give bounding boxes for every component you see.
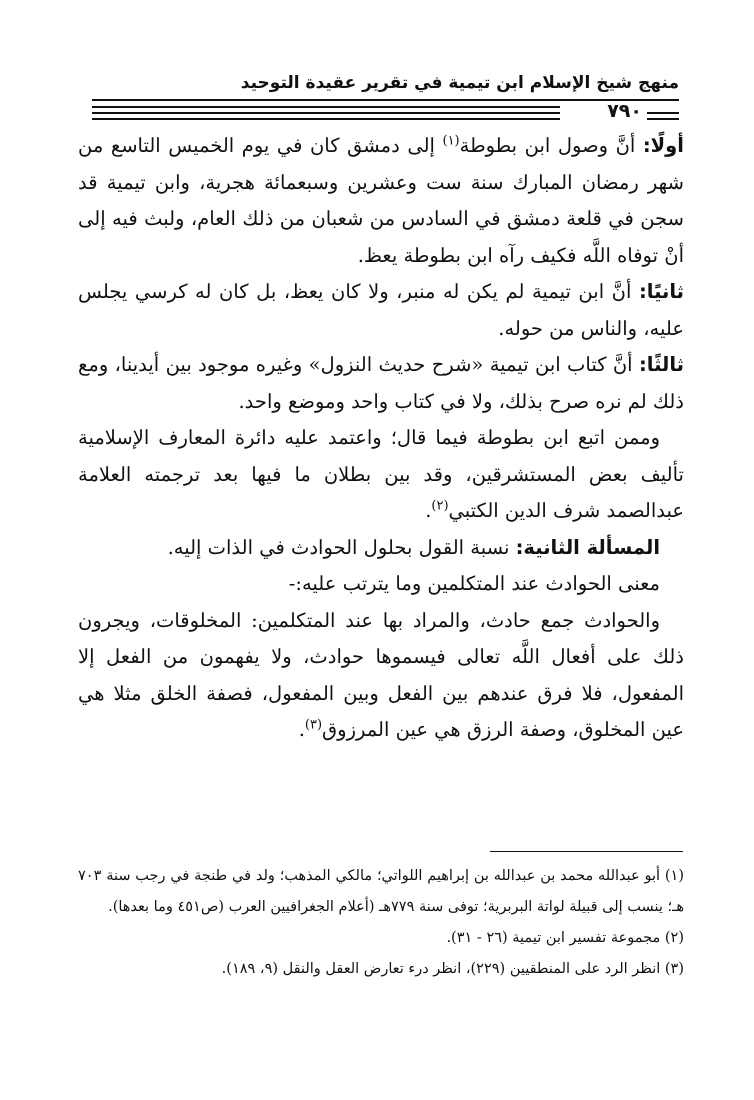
footnote: (٣) انظر الرد على المنطقيين (٢٢٩)، انظر درء تعارض العقل والنقل (٩، ١٨٩). [221,961,684,977]
paragraph-followers [78,420,684,530]
page-number-row [92,100,679,124]
paragraph-text: إلى دمشق كان في يوم الخميس التاسع من شهر رمضان المبارك سنة ست وعشرين وسبعمائة هجرية، وابن تيمية قد سجن في قلعة دمشق في السادس من شعبان من ذلك العام، ولبث فيه إلى أنْ توفاه اللَّه فكيف رآه ابن بطوطة يعظ. [78,134,684,267]
decorative-rule [92,106,560,108]
footnote: (٢) مجموعة تفسير ابن تيمية (٢٦ - ٣١). [446,930,684,946]
paragraph-text: أنَّ كتاب ابن تيمية «شرح حديث النزول» وغيره موجود بين أيدينا، ومع ذلك لم نره صرح بذلك، ولا في كتاب واحد وموضع واحد. [78,353,684,413]
paragraph-text: أنَّ وصول ابن بطوطة [459,134,643,157]
decorative-rule [92,112,560,114]
main-text [78,128,684,749]
paragraph-text: وممن اتبع ابن بطوطة فيما قال؛ واعتمد عليه دائرة المعارف الإسلامية تأليف بعض المستشرقين، وقد بين بطلان ما فيها بعد ترجمته العلامة عبدالصمد شرف الدين الكتبي [78,426,684,522]
subheading: معنى الحوادث عند المتكلمين وما يترتب عليه:- [288,572,660,595]
section-heading: المسألة الثانية: [515,535,660,559]
point-heading: أولًا: [642,134,684,157]
paragraph-text: والحوادث جمع حادث، والمراد بها عند المتكلمين: المخلوقات، ويجرون ذلك على أفعال اللَّه تعالى فيسموها حوادث، ولا يفهمون من الفعل إلا المفعول، فلا فرق عندهم بين الفعل وبين المفعول، فصفة الخلق مثلا هي عين المخلوق، وصفة الرزق هي عين المرزوق [78,608,684,741]
decorative-rule [647,112,679,114]
running-header: منهج شيخ الإسلام ابن تيمية في تقرير عقيدة التوحيد [240,73,679,93]
footnote-ref: (١) [442,133,460,149]
decorative-rule [92,118,560,120]
footnote-ref: (٣) [304,717,323,733]
point-heading: ثالثًا: [638,353,684,376]
footnotes [78,861,684,985]
paragraph-third-point [78,347,684,420]
point-heading: ثانيًا: [638,280,684,303]
paragraph-first-point [78,128,684,274]
footnote-separator [490,851,683,852]
paragraph-text: نسبة القول بحلول الحوادث في الذات إليه. [167,535,516,559]
footnote-ref: (٢) [431,498,449,514]
paragraph-second-point [78,274,684,347]
decorative-rule [647,118,679,120]
paragraph-text: . [298,718,305,741]
paragraph-definition [78,603,684,749]
footnote: (١) أبو عبدالله محمد بن عبدالله بن إبراهيم اللواتي؛ مالكي المذهب؛ ولد في طنجة في رجب سنة ٧٠٣ هـ؛ ينسب إلى قبيلة لواتة البربرية؛ توفى سنة ٧٧٩هـ (أعلام الجغرافيين العرب (ص٤٥١ وما بعدها). [78,868,684,915]
paragraph-text: . [425,499,432,522]
paragraph-text: أنَّ ابن تيمية لم يكن له منبر، ولا كان يعظ، بل كان له كرسي يجلس عليه، والناس من حوله. [78,280,684,340]
page-number: ٧٩٠ [607,100,642,122]
section-heading-paragraph [78,530,684,567]
